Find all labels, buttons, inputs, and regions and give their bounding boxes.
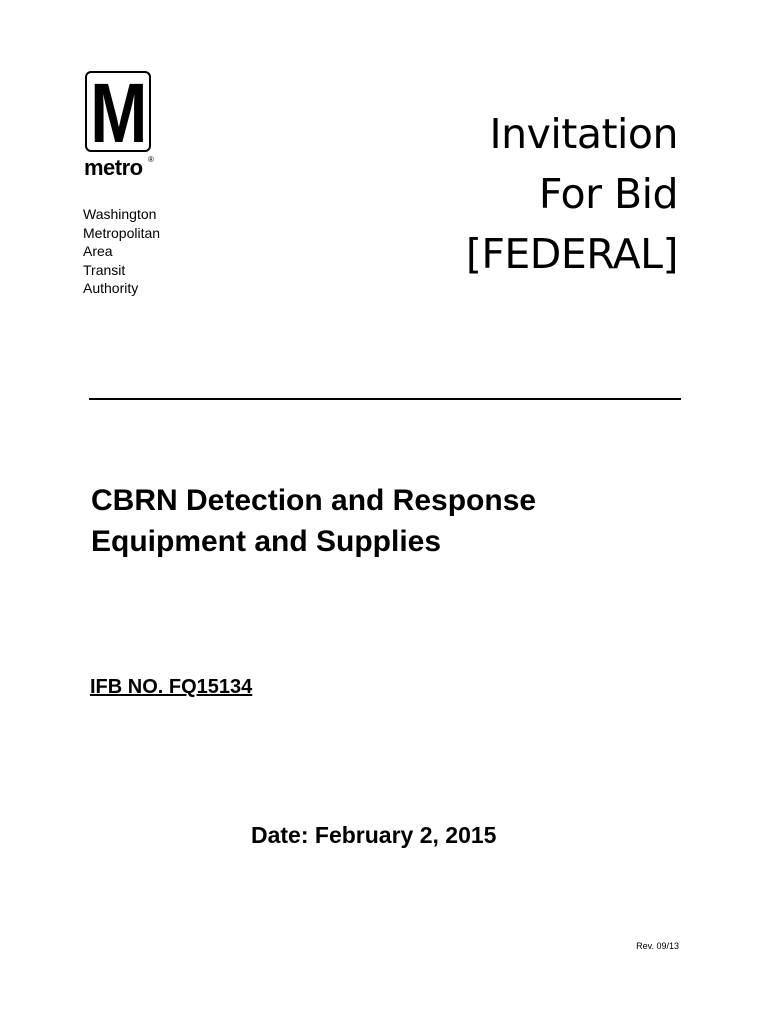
logo-letter: M: [90, 65, 146, 160]
registered-mark: ®: [148, 155, 154, 164]
document-title: [466, 104, 678, 284]
subject-line: CBRN Detection and Response: [91, 484, 537, 517]
subject-line: Equipment and Supplies: [91, 525, 442, 558]
bid-subject: [91, 480, 536, 562]
issue-date: Date: February 2, 2015: [251, 822, 497, 848]
ifb-number: IFB NO. FQ15134: [90, 676, 253, 698]
title-line: For Bid: [538, 170, 678, 218]
org-line: Metropolitan: [83, 224, 161, 241]
logo-wordmark: metro: [84, 155, 143, 180]
org-line: Washington: [83, 206, 157, 222]
organization-name: [83, 205, 160, 298]
org-line: Area: [83, 243, 113, 259]
title-line: Invitation: [489, 110, 678, 158]
org-line: Transit: [83, 261, 126, 278]
horizontal-divider: [89, 398, 681, 400]
metro-logo: [85, 65, 151, 160]
revision-label: Rev. 09/13: [636, 941, 679, 951]
org-line: Authority: [83, 280, 139, 296]
title-line: [FEDERAL]: [465, 230, 678, 278]
